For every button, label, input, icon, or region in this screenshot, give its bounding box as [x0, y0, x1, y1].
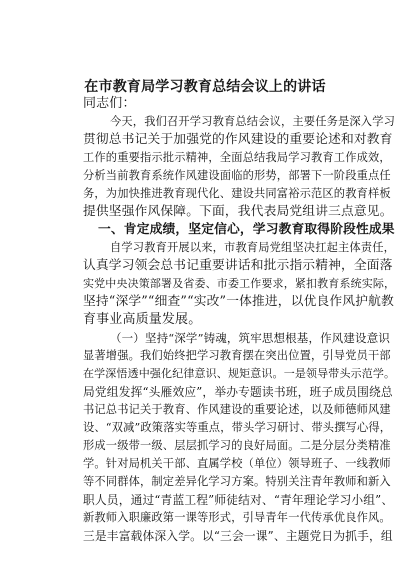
body-line: 局党组发挥“头雁效应”，举办专题读书班，班子成员围绕总: [83, 385, 393, 399]
body-line: 在学深悟透中强化纪律意识、规矩意识。一是领导带头示范学。: [83, 367, 396, 380]
body-line: 实党中央决策部署及省委、市委工作要求，紧扣教育系统实际，: [83, 277, 396, 290]
document-title: 在市教育局学习教育总结会议上的讲话: [84, 79, 326, 95]
body-line: 务，为加快推进教育现代化、建设共同富裕示范区的教育样板: [83, 187, 391, 200]
subsection-line: （一）坚持“深学”铸魂，筑牢思想根基，作风建设意识: [110, 331, 391, 345]
body-line: 学。针对局机关干部、直属学校（单位）领导班子、一线教师: [83, 457, 391, 470]
body-line: 职人员，通过“青蓝工程”师徒结对、“青年理论学习小组”、: [83, 493, 394, 507]
body-line: 书记总书记关于教育、作风建设的重要论述，以及师德师风建: [83, 403, 391, 416]
salutation-line: 同志们：: [83, 96, 136, 111]
section-heading: 一、肯定成绩，坚定信心，学习教育取得阶段性成果: [98, 222, 395, 237]
body-line: 坚持“深学”“细查”“实改”一体推进，以优良作风护航教: [83, 294, 394, 309]
body-line: 设、“双减”政策落实等重点，带头学习研讨、带头撰写心得，: [83, 421, 392, 434]
body-line: 显著增强。我们始终把学习教育摆在突出位置，引导党员干部: [83, 349, 391, 362]
body-line: 等不同群体，制定差异化学习方案。特别关注青年教师和新入: [83, 475, 391, 488]
body-line: 三是丰富载体深入学。以“三会一课”、主题党日为抓手，组: [83, 529, 393, 543]
body-line: 自学习教育开展以来，市教育局党组坚决扛起主体责任，: [110, 241, 396, 254]
body-line: 提供坚强作风保障。下面，我代表局党组讲三点意见。: [83, 204, 393, 219]
body-line: 工作的重要指示批示精神，全面总结我局学习教育工作成效，: [83, 151, 391, 164]
body-line: 分析当前教育系统作风建设面临的形势，部署下一阶段重点任: [83, 169, 391, 182]
body-line: 育事业高质量发展。: [83, 312, 202, 327]
body-line: 形成一级带一级、层层抓学习的良好局面。二是分层分类精准: [83, 439, 391, 452]
body-line: 认真学习领会总书记重要讲话和批示指示精神，全面落: [83, 258, 393, 273]
body-line: 今天，我们召开学习教育总结会议，主要任务是深入学习: [110, 115, 396, 128]
body-line: 新教师入职廉政第一课等形式，引导青年一代传承优良作风。: [83, 511, 391, 524]
body-line: 贯彻总书记关于加强党的作风建设的重要论述和对教育: [83, 132, 393, 147]
